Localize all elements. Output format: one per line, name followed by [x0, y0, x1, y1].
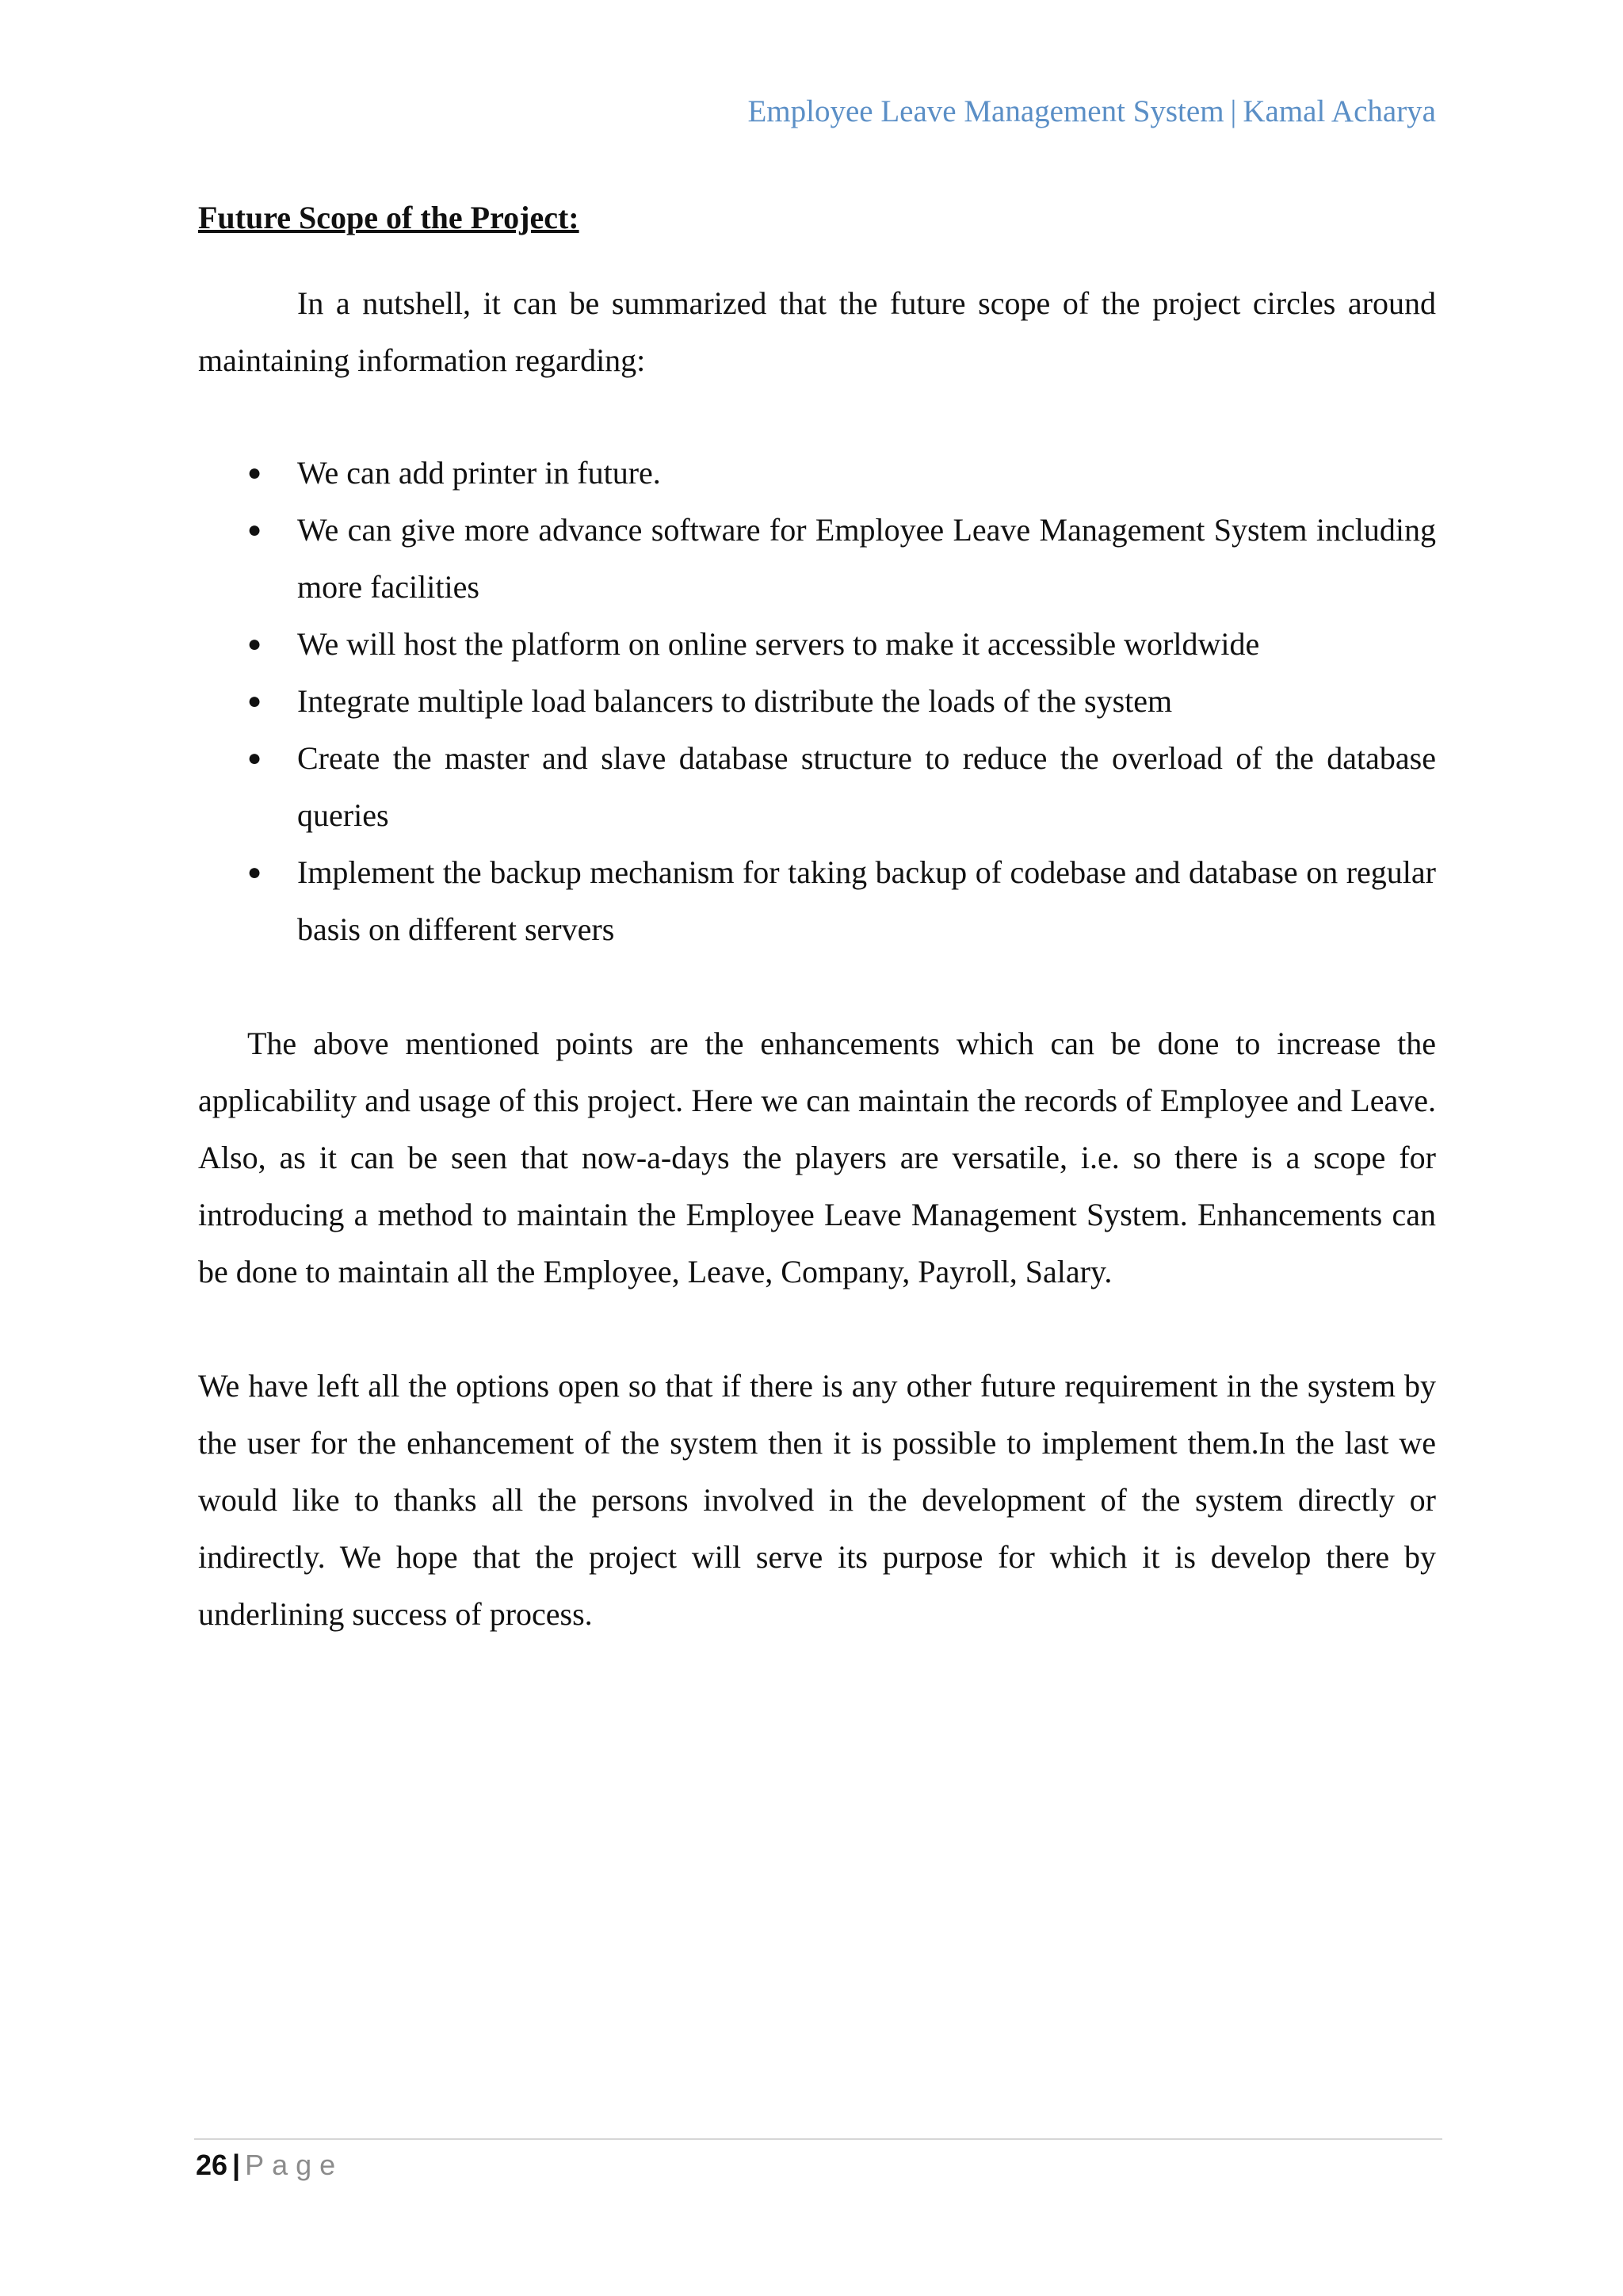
section-heading: Future Scope of the Project: [198, 200, 579, 235]
footer-separator: | [232, 2149, 241, 2181]
list-item-text: We can add printer in future. [297, 455, 661, 491]
intro-paragraph: In a nutshell, it can be summarized that the future scope of the project circles around maintaining information regarding: [198, 285, 1436, 378]
page-label: Page [245, 2149, 344, 2181]
page-footer [196, 2146, 343, 2184]
list-item-text: We will host the platform on online servers to make it accessible worldwide [297, 626, 1260, 662]
list-item [198, 616, 1436, 673]
bullet-icon: ● [247, 517, 262, 543]
bullet-icon: ● [247, 460, 262, 486]
list-item [198, 730, 1436, 844]
list-item-text: Implement the backup mechanism for taking backup of codebase and database on regular basis on different servers [297, 854, 1436, 947]
page-body [198, 194, 1436, 1643]
list-item-text: Create the master and slave database structure to reduce the overload of the database queries [297, 740, 1436, 833]
paragraph-gap [198, 1301, 1436, 1358]
footer-divider [194, 2138, 1442, 2140]
header-title: Employee Leave Management System [747, 94, 1224, 128]
closing-paragraph: We have left all the options open so that if there is any other future requirement in the system by the user for the enhancement of the system then it is possible to implement them.In the last we would like to thanks all the persons involved in the development of the system directly or indirectly. We hope that the project will serve its purpose for which it is develop there by underlining success of process. [198, 1368, 1436, 1632]
bullet-icon: ● [247, 688, 262, 714]
list-item [198, 844, 1436, 958]
bullet-icon: ● [247, 631, 262, 657]
list-item [198, 673, 1436, 730]
header-separator: | [1230, 94, 1237, 128]
list-item-text: Integrate multiple load balancers to distribute the loads of the system [297, 683, 1173, 719]
header-author: Kamal Acharya [1243, 94, 1436, 128]
list-item-text: We can give more advance software for Employee Leave Management System including more facilities [297, 512, 1436, 605]
running-header [747, 94, 1436, 129]
bullet-icon: ● [247, 745, 262, 771]
list-item [198, 445, 1436, 502]
list-item [198, 502, 1436, 616]
bullet-icon: ● [247, 859, 262, 885]
scope-bullet-list [198, 445, 1436, 958]
page-number: 26 [196, 2149, 228, 2181]
enhancements-paragraph: The above mentioned points are the enhancements which can be done to increase the applicability and usage of this project. Here we can maintain the records of Employee and Leave. Also, as it can be seen that now-a-days the players are versatile, i.e. so there is a scope for introducing a method to maintain the Employee Leave Management System. Enhancements can be done to maintain all the Employee, Leave, Company, Payroll, Salary. [198, 1026, 1436, 1289]
